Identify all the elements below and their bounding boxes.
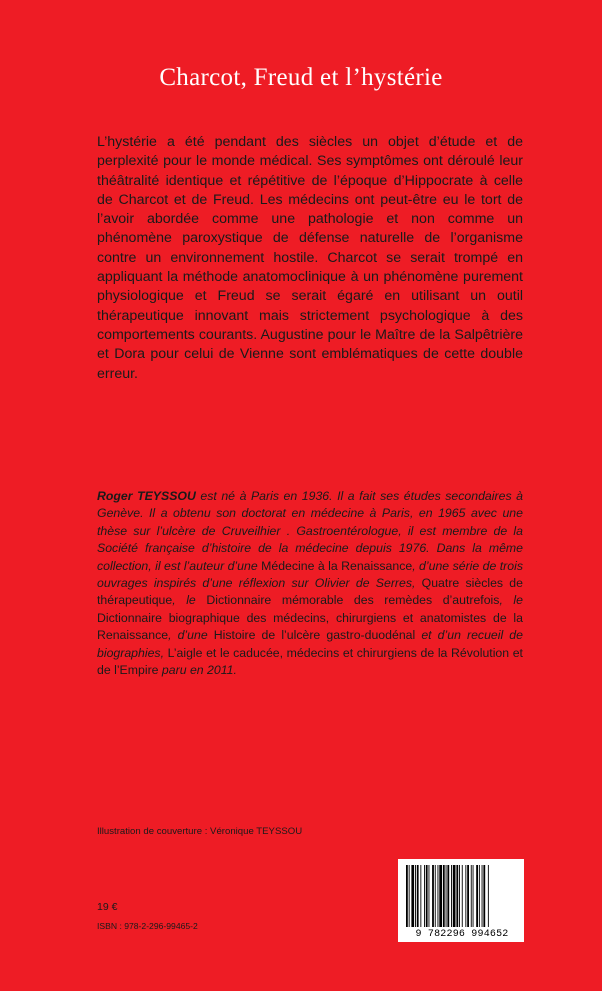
- barcode-bar: [426, 865, 428, 927]
- barcode-bar: [409, 865, 410, 927]
- barcode-bar: [420, 865, 421, 927]
- barcode-bar: [411, 865, 414, 927]
- barcode-bar: [488, 865, 489, 927]
- barcode-bar: [467, 865, 469, 927]
- bio-text: , le: [499, 593, 524, 608]
- barcode-bar: [446, 865, 447, 927]
- barcode-bar: [406, 865, 408, 927]
- barcode-bar: [415, 865, 416, 927]
- barcode-digits: 9 782296 994652: [415, 929, 509, 940]
- book-title: Charcot, Freud et l’hystérie: [159, 64, 443, 91]
- barcode-bar: [447, 865, 449, 927]
- barcode-bar: [465, 865, 466, 927]
- price-label: 19 €: [97, 901, 118, 913]
- barcode: [398, 859, 524, 942]
- barcode-bar: [482, 865, 483, 927]
- barcode-bar: [435, 865, 436, 927]
- barcode-bar: [424, 865, 425, 927]
- author-name: Roger TEYSSOU: [97, 489, 196, 503]
- barcode-bar: [459, 865, 460, 927]
- barcode-bar: [438, 865, 439, 927]
- book-reference: L’aigle et le caducée, médecins et chirurgiens de la Révolution et de l’Empire: [97, 645, 523, 678]
- barcode-bar: [432, 865, 434, 927]
- bio-text: , le: [172, 593, 207, 608]
- illustration-credit: Illustration de couverture : Véronique TEYSSOU: [97, 826, 303, 837]
- book-reference: Médecine à la Renaissance: [261, 558, 413, 573]
- book-reference: Quatre siècles de thérapeutique: [97, 576, 523, 608]
- barcode-bar: [483, 865, 485, 927]
- barcode-bar: [453, 865, 456, 927]
- barcode-bar: [456, 865, 458, 927]
- barcode-bar: [439, 865, 442, 927]
- barcode-bar: [479, 865, 480, 927]
- bio-text: est né à Paris en 1936. Il a fait ses études secondaires à Genève. Il a obtenu son doctorat en médecine à Paris, en 1965 avec une thèse sur l’ulcère de Cruveilhier . Gastroentérologue, il est membre de la Société française d’histoire de la médecine depuis 1976. Dans la même collection, il est l’auteur d’une: [97, 489, 523, 573]
- barcode-bar: [429, 865, 430, 927]
- author-bio: [97, 488, 523, 679]
- book-reference: Dictionnaire mémorable des remèdes d’autrefois: [206, 593, 500, 608]
- barcode-bar: [417, 865, 419, 927]
- bio-text: , d’une: [168, 628, 214, 643]
- book-reference: Histoire de l’ulcère gastro-duodénal: [213, 628, 416, 643]
- isbn-label: ISBN : 978-2-296-99465-2: [97, 921, 198, 931]
- book-summary: L’hystérie a été pendant des siècles un objet d’étude et de perplexité pour le monde médical. Ses symptômes ont déroulé leur théâtralité identique et répétitive de l’époque d’Hippocrate à celle de Charcot et de Freud. Les médecins ont peut-être eu le tort de l’avoir abordée comme une pathologie et non comme un phénomène paroxystique de défense naturelle de l’organisme contre un environnement hostile. Charcot se serait trompé en appliquant la méthode anatomoclinique à un phénomène purement physiologique et Freud se serait égaré en utilisant un outil thérapeutique innovant mais strictement psychologique à des comportements courants. Augustine pour le Maître de la Salpêtrière et Dora pour celui de Vienne sont emblématiques de cette double erreur.: [97, 134, 523, 382]
- book-reference: Dictionnaire biographique des médecins, chirurgiens et anatomistes de la Renaissance: [97, 610, 523, 643]
- bio-text: , d’une série de trois ouvrages inspirés d’une réflexion sur Olivier de Serres,: [97, 558, 523, 591]
- barcode-bar: [473, 865, 474, 927]
- barcode-bar: [443, 865, 445, 927]
- barcode-bar: [451, 865, 452, 927]
- barcode-bar: [476, 865, 478, 927]
- barcode-bar: [462, 865, 463, 927]
- bio-text: paru en 2011.: [158, 663, 237, 678]
- bio-text: et d’un recueil de biographies,: [97, 628, 523, 660]
- barcode-bar: [471, 865, 472, 927]
